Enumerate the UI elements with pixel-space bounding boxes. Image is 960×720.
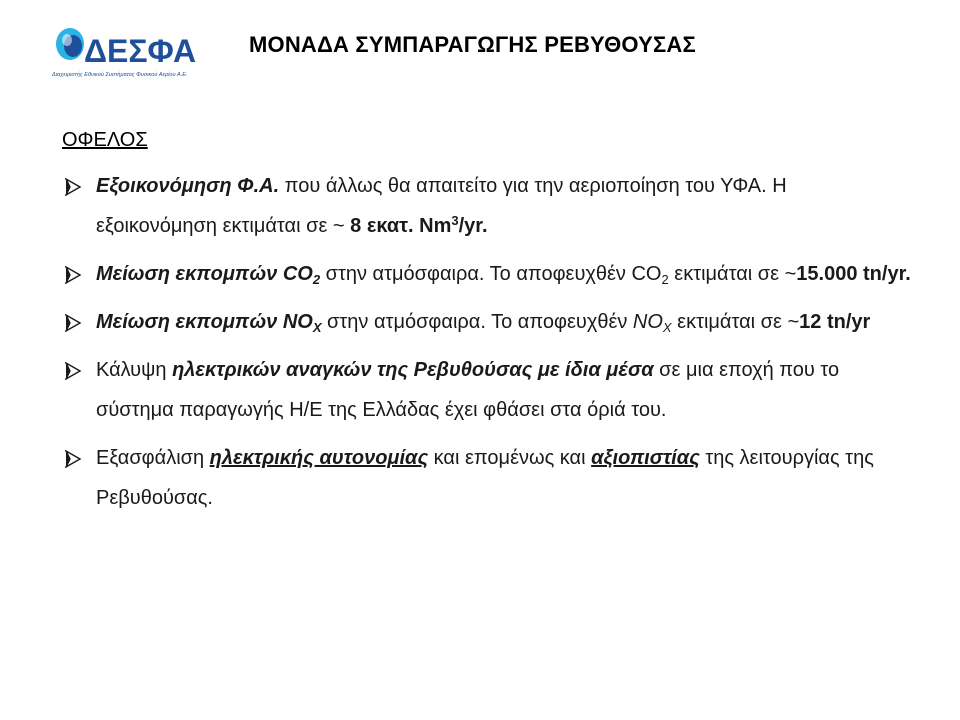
bullet-1-value: 8 εκατ. Nm (350, 215, 452, 237)
bullet-5-lead: Εξασφάλιση (96, 447, 210, 469)
bullet-3-text-2: εκτιμάται σε ~ (671, 311, 800, 333)
bullet-3-nox: NO (632, 311, 663, 333)
list-item-co2-reduction (62, 254, 912, 294)
bullet-1-lead: Εξοικονόμηση Φ.Α. (96, 175, 280, 197)
desfa-logo-graphic (48, 24, 204, 82)
bullet-4-lead: Κάλυψη (96, 359, 173, 381)
bullet-1-text: που άλλως θα απαιτείτο για την αεριοποίηση του ΥΦΑ. Η εξοικονόμηση εκτιμάται σε ~ (96, 175, 787, 237)
bullet-2-text-2: εκτιμάται σε ~ (668, 263, 797, 285)
list-item-autonomy (62, 438, 912, 518)
list-item-power-coverage (62, 350, 912, 430)
bullet-5-text: και επομένως και (428, 447, 592, 469)
arrowhead-bullet-icon (64, 178, 82, 196)
bullet-5-emphasis-1: ηλεκτρικής αυτονομίας (209, 447, 429, 469)
list-item-gas-savings (62, 166, 912, 246)
list-item-nox-reduction (62, 302, 912, 342)
page-title: ΜΟΝΑΔΑ ΣΥΜΠΑΡΑΓΩΓΗΣ ΡΕΒΥΘΟΥΣΑΣ (249, 32, 696, 57)
bullet-5-emphasis-2: αξιοπιστίας (591, 447, 700, 469)
bullet-3-value: 12 tn/yr (799, 311, 871, 333)
bullet-3-lead: Μείωση εκπομπών NO (96, 311, 313, 333)
bullet-3-lead-sub: X (312, 320, 322, 335)
bullet-1-unit: /yr. (458, 215, 488, 237)
bullet-4-emphasis: ηλεκτρικών αναγκών της Ρεβυθούσας με ίδια μέσα (172, 359, 654, 381)
bullet-3-text: στην ατμόσφαιρα. Το αποφευχθέν (321, 311, 633, 333)
arrowhead-bullet-icon (64, 450, 82, 468)
logo-tagline: Διαχειριστής Εθνικού Συστήματος Φυσικού Αερίου Α.Ε. (52, 72, 188, 78)
arrowhead-bullet-icon (64, 362, 82, 380)
bullet-1-exponent: 3 (451, 213, 459, 228)
benefits-list (62, 166, 912, 526)
arrowhead-bullet-icon (64, 314, 82, 332)
bullet-3-nox-sub: X (662, 320, 672, 335)
bullet-2-text-sub: 2 (661, 272, 669, 287)
bullet-2-lead: Μείωση εκπομπών CO (96, 263, 313, 285)
bullet-4-text: σε μια εποχή που το σύστημα παραγωγής Η/Ε της Ελλάδας έχει φθάσει στα όριά του. (96, 359, 840, 421)
desfa-logo (48, 24, 204, 82)
arrowhead-bullet-icon (64, 266, 82, 284)
logo-wordmark: ΔΕΣΦΑ (84, 33, 197, 69)
bullet-2-value: 15.000 tn/yr. (796, 263, 911, 285)
bullet-5-text-2: της λειτουργίας της Ρεβυθούσας. (96, 447, 874, 509)
bullet-2-text: στην ατμόσφαιρα. Το αποφευχθέν CO (320, 263, 662, 285)
bullet-2-lead-sub: 2 (312, 272, 321, 287)
section-heading: ΟΦΕΛΟΣ (62, 129, 148, 151)
